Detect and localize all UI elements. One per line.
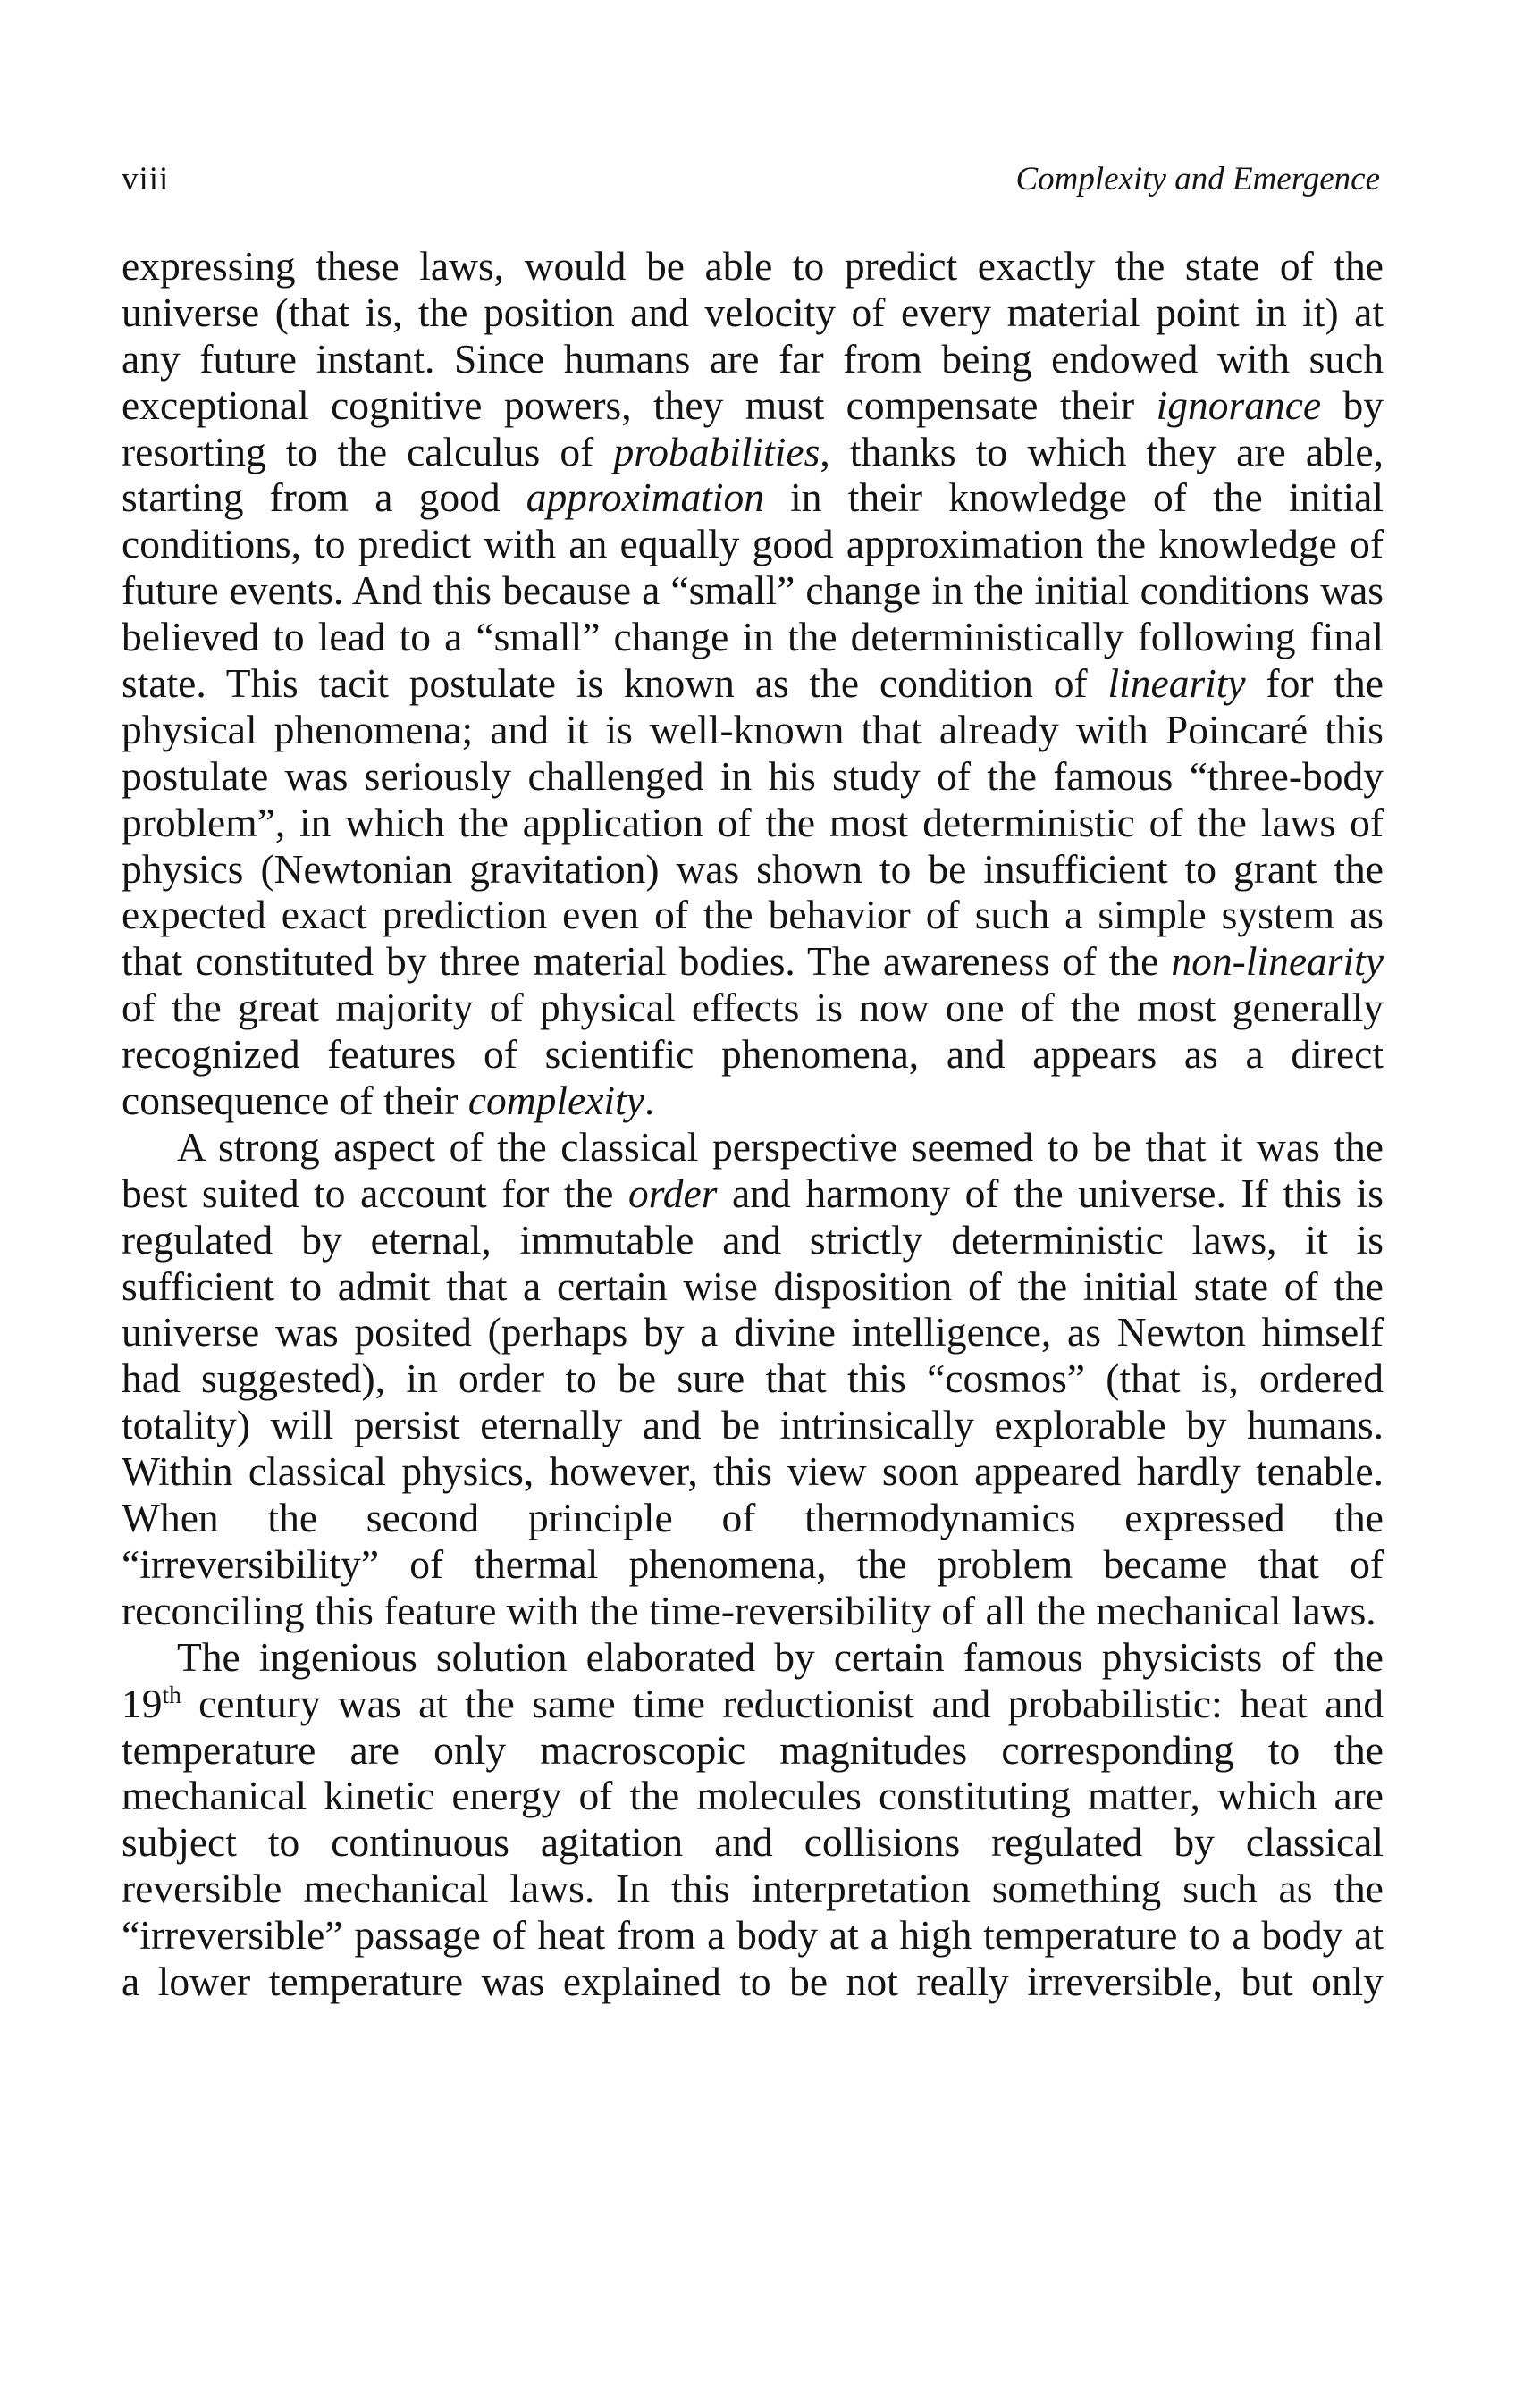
text-run: Within classical physics, however, this view soon appeared hardly tenable.: [122, 1448, 1384, 1495]
text-run: expected exact prediction even of the behavior of such a simple system as: [122, 892, 1384, 938]
text-run: temperature are only macroscopic magnitudes corresponding to the: [122, 1726, 1384, 1773]
text-line: [122, 614, 1384, 660]
text-line: [122, 289, 1384, 336]
text-run: .: [644, 1078, 655, 1124]
text-run: conditions, to predict with an equally good approximation the knowledge of: [122, 521, 1384, 567]
text-run: century was at the same time reductionist and probabilistic: heat and: [181, 1680, 1384, 1726]
text-run: universe (that is, the position and velocity of every material point in it) at: [122, 289, 1384, 335]
text-run: A strong aspect of the classical perspective seemed to be that it was the: [177, 1123, 1384, 1170]
text-line: [122, 382, 1384, 429]
text-run: subject to continuous agitation and collisions regulated by classical: [122, 1819, 1384, 1866]
text-run: consequence of their: [122, 1078, 468, 1124]
text-run: mechanical kinetic energy of the molecules constituting matter, which are: [122, 1773, 1384, 1819]
text-line: [122, 429, 1384, 475]
italic-term: ignorance: [1156, 382, 1322, 428]
text-line: [122, 1124, 1384, 1170]
text-run: When the second principle of thermodynamics expressed the: [122, 1495, 1384, 1541]
text-run: and harmony of the universe. If this is: [717, 1170, 1384, 1216]
text-run: totality) will persist eternally and be intrinsically explorable by humans.: [122, 1402, 1384, 1448]
text-line: [122, 1681, 1384, 1727]
italic-term: complexity: [467, 1078, 644, 1124]
text-run: exceptional cognitive powers, they must compensate their: [122, 382, 1157, 428]
text-line: [122, 1634, 1384, 1681]
text-run: state. This tacit postulate is known as the condition of: [122, 660, 1108, 707]
text-line: [122, 1588, 1384, 1634]
italic-term: probabilities: [613, 428, 820, 474]
text-line: [122, 707, 1384, 753]
text-line: [122, 800, 1384, 846]
superscript: th: [162, 1681, 181, 1708]
text-line: [122, 1170, 1384, 1217]
text-line: [122, 1217, 1384, 1263]
text-run: problem”, in which the application of the most deterministic of the laws of: [122, 799, 1384, 845]
text-line: [122, 1866, 1384, 1912]
text-run: by: [1321, 382, 1384, 428]
text-line: [122, 1495, 1384, 1541]
text-line: [122, 846, 1384, 893]
text-line: [122, 1309, 1384, 1355]
text-line: [122, 1448, 1384, 1495]
text-run: that constituted by three material bodies. The awareness of the: [122, 938, 1172, 985]
text-run: regulated by eternal, immutable and strictly deterministic laws, it is: [122, 1216, 1384, 1263]
text-run: resorting to the calculus of: [122, 428, 614, 474]
text-run: reversible mechanical laws. In this interpretation something such as the: [122, 1866, 1384, 1912]
text-run: future events. And this because a “small” change in the initial conditions was: [122, 567, 1384, 614]
text-run: 19: [122, 1680, 163, 1726]
italic-term: non-linearity: [1171, 938, 1384, 985]
italic-term: linearity: [1107, 660, 1246, 707]
text-line: [122, 1031, 1384, 1078]
text-run: had suggested), in order to be sure that this “cosmos” (that is, ordered: [122, 1355, 1384, 1402]
text-line: [122, 1355, 1384, 1402]
text-line: [122, 1263, 1384, 1310]
text-line: [122, 1727, 1384, 1774]
text-line: [122, 660, 1384, 707]
text-run: of the great majority of physical effects is now one of the most generally: [122, 985, 1384, 1031]
running-head: [122, 159, 1380, 200]
text-run: “irreversible” passage of heat from a body at a high temperature to a body at: [122, 1912, 1384, 1959]
italic-term: order: [628, 1170, 718, 1216]
text-line: [122, 1402, 1384, 1448]
text-run: best suited to account for the: [122, 1170, 629, 1216]
text-run: in their knowledge of the initial: [764, 474, 1384, 521]
text-line: [122, 336, 1384, 382]
text-line: [122, 985, 1384, 1031]
text-run: postulate was seriously challenged in his study of the famous “three-body: [122, 752, 1384, 799]
text-line: [122, 1541, 1384, 1588]
text-line: [122, 521, 1384, 567]
text-run: The ingenious solution elaborated by certain famous physicists of the: [177, 1633, 1384, 1680]
text-line: [122, 243, 1384, 289]
text-run: any future instant. Since humans are far from being endowed with such: [122, 335, 1384, 382]
text-line: [122, 1912, 1384, 1959]
text-run: believed to lead to a “small” change in the deterministically following final: [122, 614, 1384, 660]
text-run: a lower temperature was explained to be not really irreversible, but only: [122, 1958, 1384, 2004]
text-line: [122, 1773, 1384, 1819]
text-run: starting from a good: [122, 474, 526, 521]
body-text: [122, 243, 1384, 2005]
text-run: reconciling this feature with the time-reversibility of all the mechanical laws.: [122, 1587, 1376, 1633]
italic-term: approximation: [526, 474, 764, 521]
text-line: [122, 1078, 1384, 1124]
text-line: [122, 1959, 1384, 2005]
running-title: Complexity and Emergence: [1015, 161, 1380, 197]
text-run: recognized features of scientific phenomena, and appears as a direct: [122, 1031, 1384, 1078]
page-number: viii: [122, 161, 170, 197]
text-line: [122, 938, 1384, 985]
text-run: for the: [1245, 660, 1384, 707]
text-run: , thanks to which they are able,: [820, 428, 1384, 474]
text-run: expressing these laws, would be able to predict exactly the state of the: [122, 243, 1384, 289]
text-run: universe was posited (perhaps by a divine intelligence, as Newton himself: [122, 1309, 1384, 1355]
text-line: [122, 474, 1384, 521]
text-line: [122, 892, 1384, 938]
text-run: physics (Newtonian gravitation) was shown to be insufficient to grant the: [122, 845, 1384, 892]
text-run: sufficient to admit that a certain wise disposition of the initial state of the: [122, 1263, 1384, 1309]
text-line: [122, 1819, 1384, 1866]
text-run: “irreversibility” of thermal phenomena, the problem became that of: [122, 1540, 1384, 1587]
text-line: [122, 567, 1384, 614]
text-line: [122, 753, 1384, 800]
text-run: physical phenomena; and it is well-known that already with Poincaré this: [122, 706, 1384, 752]
